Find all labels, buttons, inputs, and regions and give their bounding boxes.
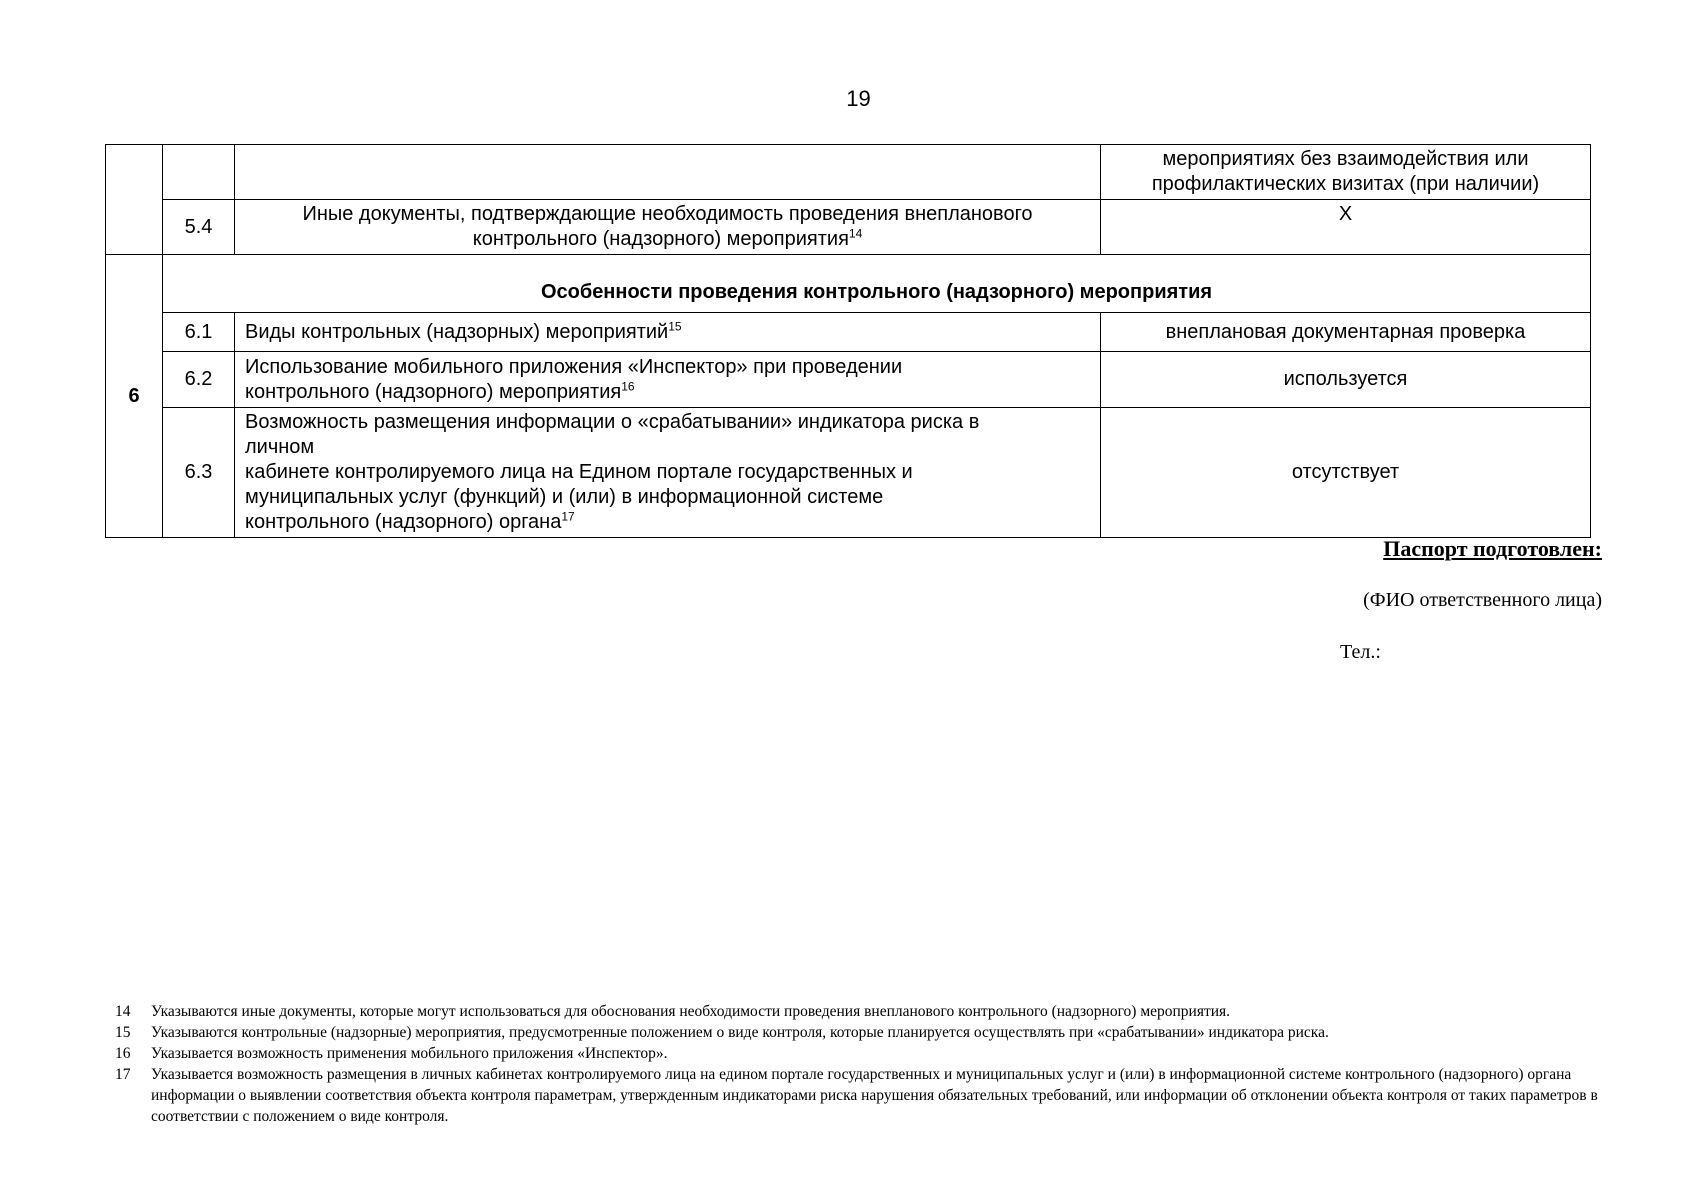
row-number: 6.3	[163, 408, 235, 538]
row-value: мероприятиях без взаимодействия или профилактических визитах (при наличии)	[1101, 145, 1591, 200]
table-row	[106, 313, 1591, 352]
footnote-ref: 14	[848, 226, 863, 241]
table-cell	[163, 145, 235, 200]
table-row	[106, 255, 1591, 313]
row-label	[235, 200, 1101, 255]
table-row	[106, 352, 1591, 408]
footnote	[115, 1001, 1605, 1022]
prepared-label: Паспорт подготовлен:	[1383, 536, 1602, 561]
footnote-ref: 17	[561, 509, 575, 524]
row-label-text: Иные документы, подтверждающие необходимость проведения внепланового контрольного (надзорного) мероприятия	[302, 203, 1033, 250]
table-row	[106, 145, 1591, 200]
row-label-text: Использование мобильного приложения «Инспектор» при проведении контрольного (надзорного) мероприятия	[245, 355, 903, 403]
table-row	[106, 200, 1591, 255]
passport-table	[105, 144, 1591, 538]
footnote-text: Указываются контрольные (надзорные) мероприятия, предусмотренные положением о виде контроля, которые планируется осуществлять при «срабатывании» индикатора риска.	[151, 1024, 1329, 1041]
section-number-cell	[106, 145, 163, 255]
section-number: 6	[106, 255, 163, 538]
table-row	[106, 408, 1591, 538]
row-label-line2: кабинете контролируемого лица на Едином портале государственных и муниципальных услуг (функций) и (или) в информационной системе контрольного (надзорного) органа	[245, 461, 913, 533]
table-cell	[235, 145, 1101, 200]
footnotes	[115, 1001, 1605, 1127]
footnote-text: Указывается возможность применения мобильного приложения «Инспектор».	[151, 1045, 668, 1062]
section-title: Особенности проведения контрольного (надзорного) мероприятия	[163, 255, 1591, 313]
row-value: используется	[1101, 352, 1591, 408]
footnote-text: Указываются иные документы, которые могут использоваться для обоснования необходимости проведения внепланового контрольного (надзорного) мероприятия.	[151, 1003, 1231, 1020]
tel-label: Тел.:	[1340, 641, 1381, 663]
row-value: отсутствует	[1101, 408, 1591, 538]
row-number: 6.1	[163, 313, 235, 352]
row-number: 6.2	[163, 352, 235, 408]
footnote-ref: 16	[621, 378, 635, 393]
page-number: 19	[846, 86, 871, 111]
footnote	[115, 1064, 1605, 1127]
row-label	[235, 408, 1101, 538]
row-label	[235, 313, 1101, 352]
footnote	[115, 1022, 1605, 1043]
footnote-number: 15	[115, 1024, 131, 1041]
row-label	[235, 352, 1101, 408]
footnote-number: 14	[115, 1003, 131, 1020]
footnote-number: 16	[115, 1045, 131, 1062]
row-value: внеплановая документарная проверка	[1101, 313, 1591, 352]
row-label-line1: Возможность размещения информации о «срабатывании» индикатора риска в личном	[245, 411, 980, 458]
footnote-text: Указывается возможность размещения в личных кабинетах контролируемого лица на едином портале государственных и муниципальных услуг и (или) в информационной системе контрольного (надзорного) органа информации о выявлении соответствия объекта контроля параметрам, утвержденным индикаторами риска нарушения обязательных требований, или информации об отклонении объекта контроля от таких параметров в соответствии с положением о виде контроля.	[151, 1066, 1598, 1125]
footnote-number: 17	[115, 1066, 131, 1083]
row-value: Х	[1101, 200, 1591, 255]
row-label-text: Виды контрольных (надзорных) мероприятий	[245, 320, 669, 343]
row-number: 5.4	[163, 200, 235, 255]
footnote	[115, 1043, 1605, 1064]
footnote-ref: 15	[668, 318, 682, 333]
fio-label: (ФИО ответственного лица)	[1363, 589, 1602, 611]
